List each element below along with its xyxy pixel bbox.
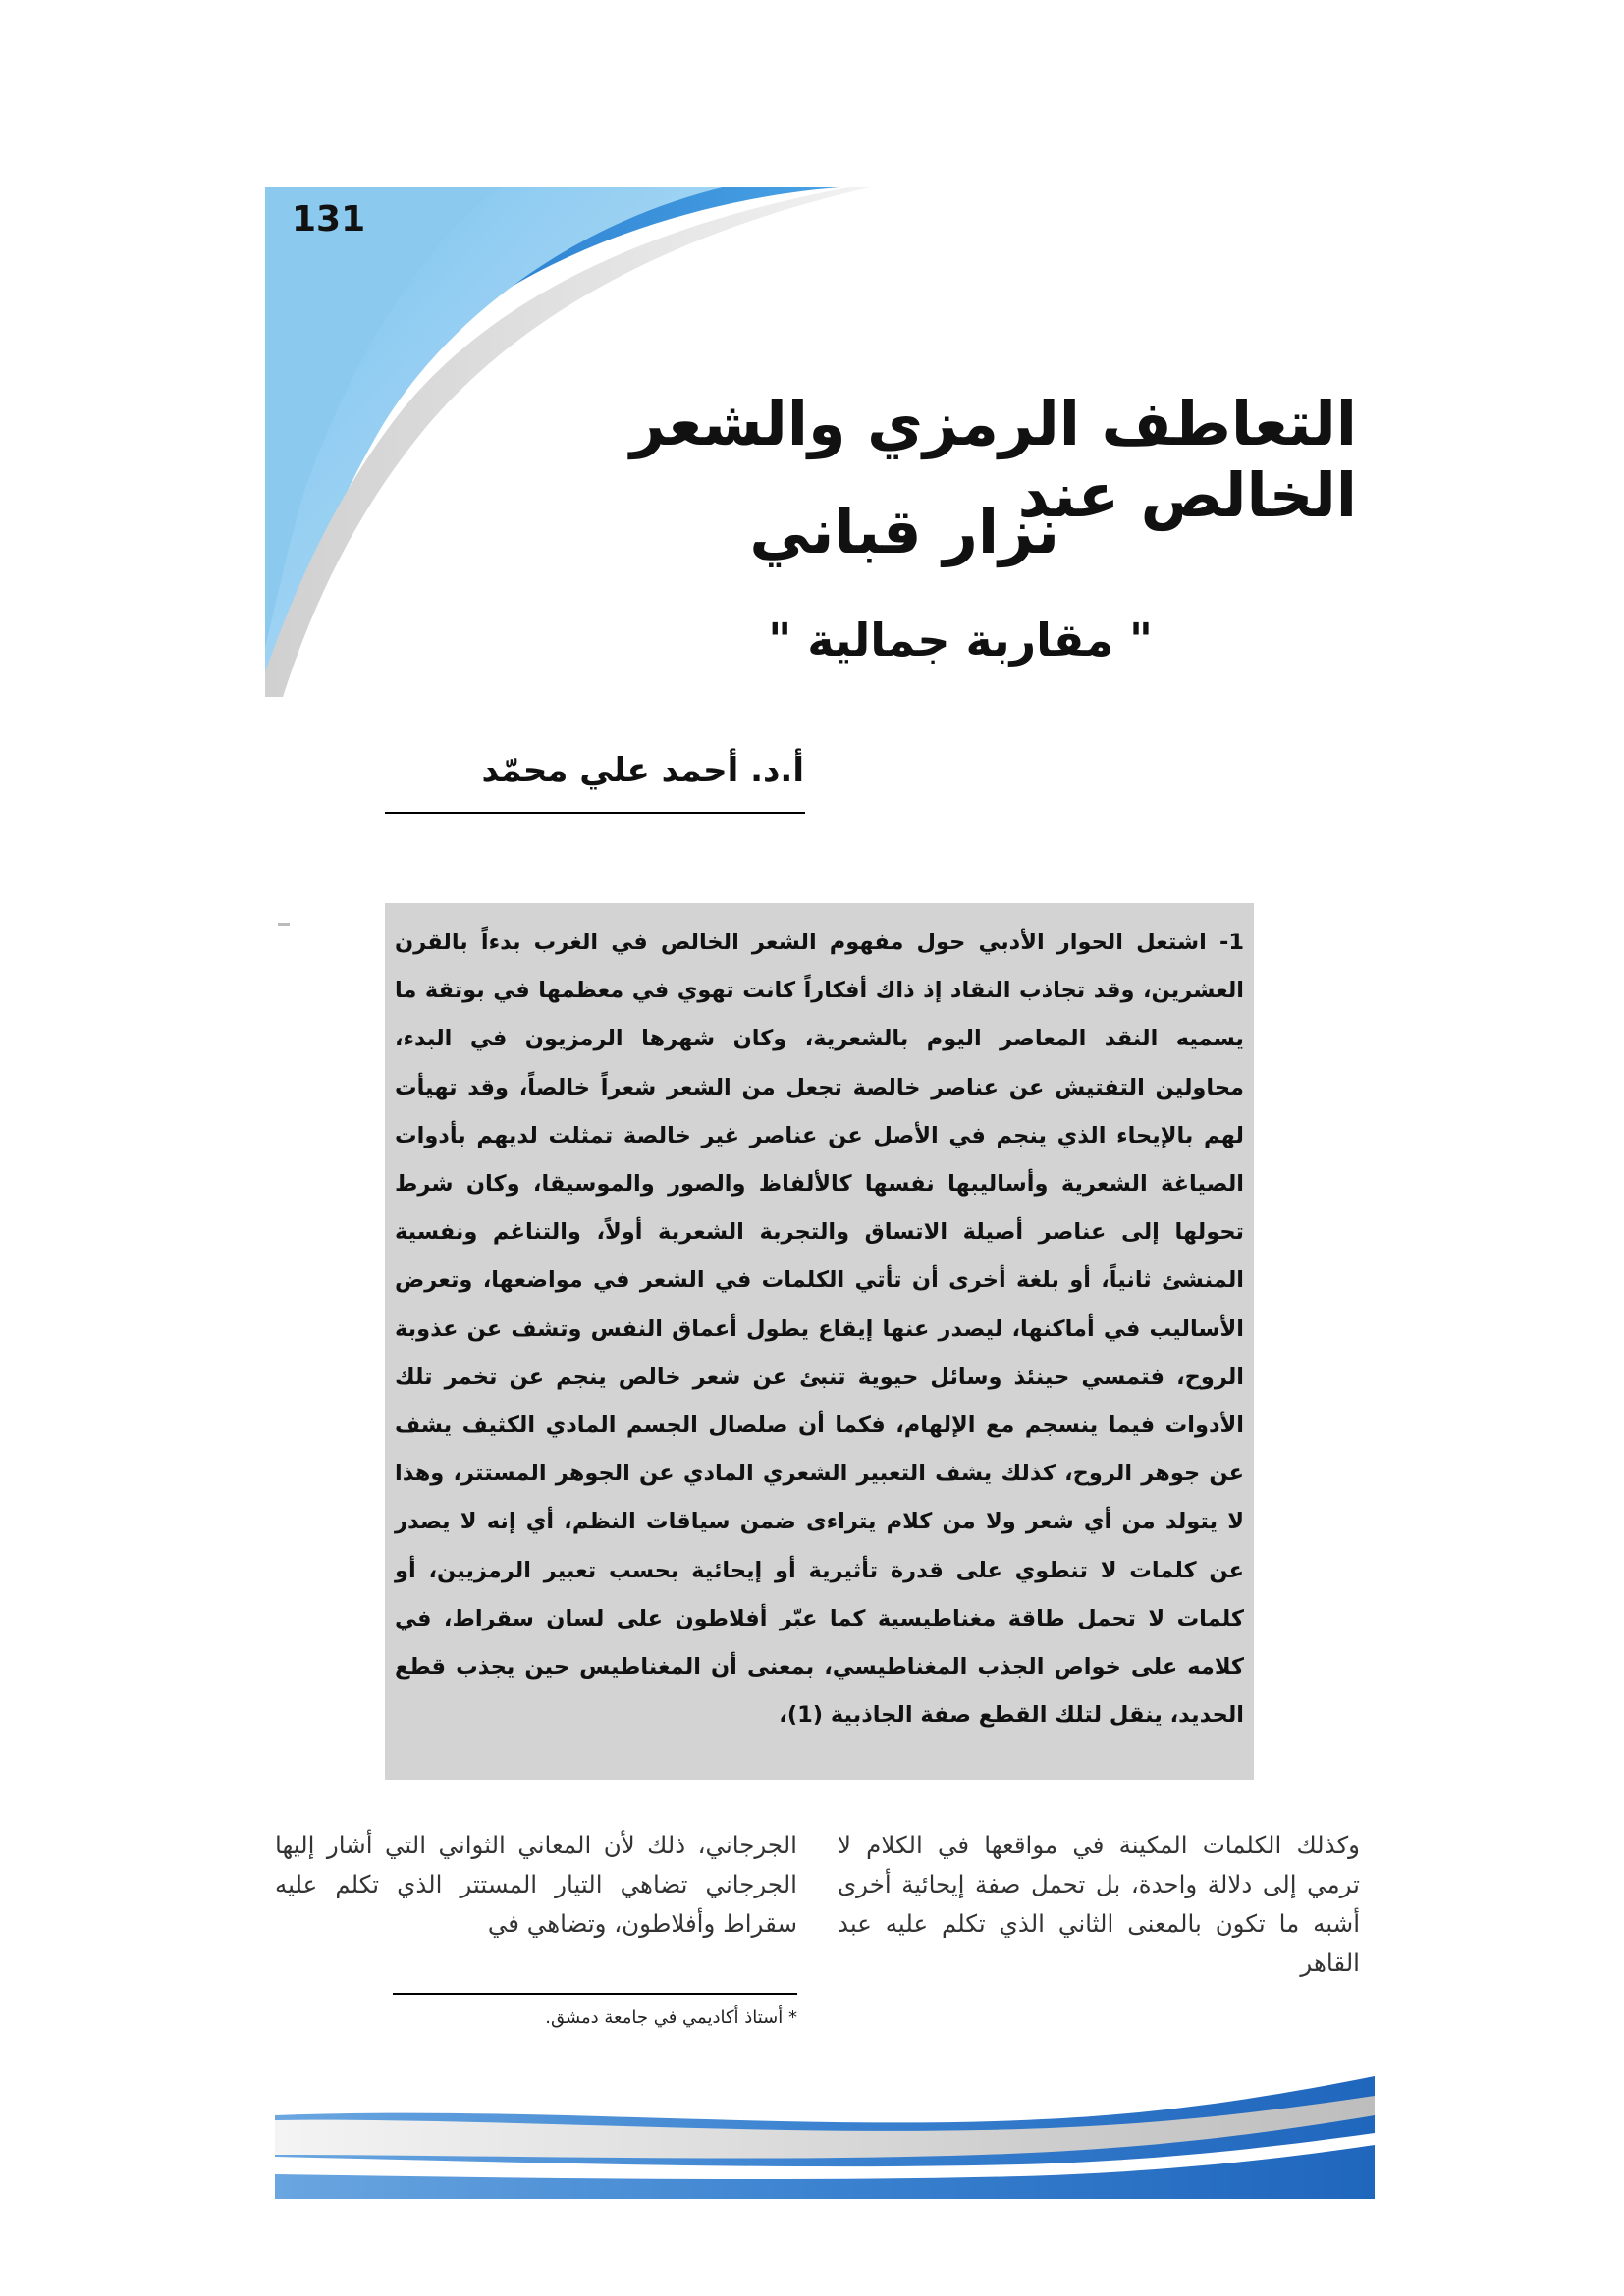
footnote-separator (393, 1993, 797, 1995)
author-underline (385, 812, 805, 814)
body-column-left: الجرجاني، ذلك لأن المعاني الثواني التي أشار إليها الجرجاني تضاهي التيار المستتر الذي تكلم عليه سقراط وأفلاطون، وتضاهي في (275, 1831, 797, 1938)
subtitle: " مقاربة جمالية " (768, 614, 1153, 667)
abstract-box (385, 903, 1254, 1780)
title-line-2: نزار قباني (749, 496, 1059, 567)
abstract-text: 1- اشتعل الحوار الأدبي حول مفهوم الشعر الخالص في الغرب بدءاً بالقرن العشرين، وقد تجاذب النقاد إذ ذاك أفكاراً كانت تهوي في معظمها في بوتقة ما يسميه النقد المعاصر اليوم بالشعرية، وكان شهرها الرمزيون في البدء، محاولين التفتيش عن عناصر خالصة تجعل من الشعر شعراً خالصاً، وقد تهيأت لهم بالإيحاء الذي ينجم في الأصل عن عناصر غير خالصة تمثلت لديهم بأدوات الصياغة الشعرية وأساليبها نفسها كالألفاظ والصور والموسيقا، وكان شرط تحولها إلى عناصر أصيلة الاتساق والتجربة الشعرية أولاً، والتناغم ونفسية المنشئ ثانياً، أو بلغة أخرى أن تأتي الكلمات في الشعر في مواضعها، وتعرض الأساليب في أماكنها، ليصدر عنها إيقاع يطول أعماق النفس وتشف عن عذوبة الروح، فتمسي حينئذ وسائل حيوية تنبئ عن شعر خالص ينجم عن تخمر تلك الأدوات فيما ينسجم مع الإلهام، فكما أن صلصال الجسم المادي الكثيف يشف عن جوهر الروح، كذلك يشف التعبير الشعري المادي عن الجوهر المستتر، وهذا لا يتولد من أي شعر ولا من كلام يتراءى ضمن سياقات النظم، أي إنه لا يصدر عن كلمات لا تنطوي على قدرة تأثيرية أو إيحائية بحسب تعبير الرمزيين، أو كلمات لا تحمل طاقة مغناطيسية كما عبّر أفلاطون على لسان سقراط، في كلامه على خواص الجذب المغناطيسي، بمعنى أن المغناطيس حين يجذب قطع الحديد، ينقل لتلك القطع صفة الجاذبية (1)، (395, 930, 1244, 1729)
margin-mark (278, 923, 290, 926)
body-column-right: وكذلك الكلمات المكينة في مواقعها في الكلام لا ترمي إلى دلالة واحدة، بل تحمل صفة إيحائية أخرى أشبه ما تكون بالمعنى الثاني الذي تكلم عليه عبد القاهر (838, 1831, 1360, 1977)
footer-decoration (275, 2076, 1375, 2199)
footnote: * أستاذ أكاديمي في جامعة دمشق. (545, 2007, 797, 2028)
author-name: أ.د. أحمد علي محمّد (481, 751, 804, 790)
page-number: 131 (292, 199, 366, 240)
title-line-1: التعاطف الرمزي والشعر الخالص عند (629, 388, 1357, 531)
